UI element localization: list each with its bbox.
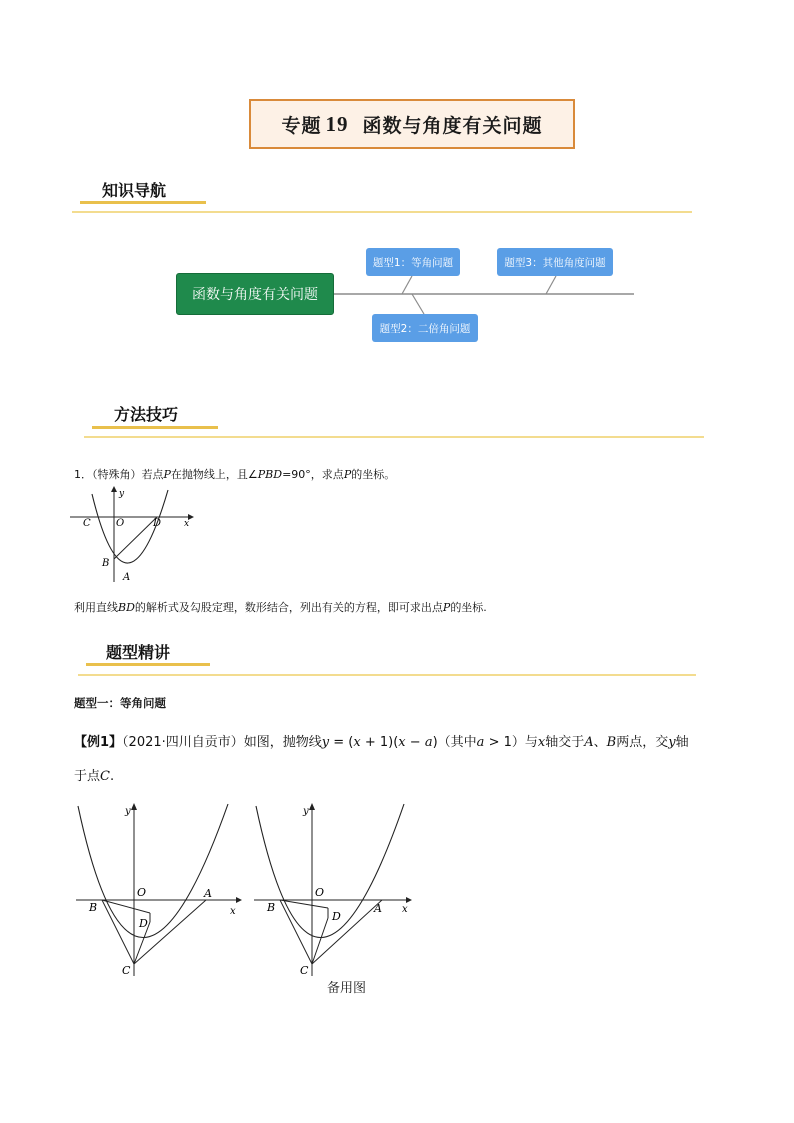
section-rule [78,674,696,676]
mindmap-node-type2: 题型2：二倍角问题 [372,314,478,342]
title-text: 函数与角度有关问题 [362,114,543,137]
figure-label-C: C [83,518,91,529]
label-y: y [125,806,131,817]
figure-label-x: x [184,519,190,529]
section-heading-navigation: 知识导航 [102,181,167,200]
label-C: C [122,964,131,977]
label-B: B [89,901,98,914]
label-y: y [303,806,309,817]
example1-line1: 【例1】（2021·四川自贡市）如图，抛物线y = (x + 1)(x − a)（其中a > 1）与x轴交于A、B两点，交y轴 [74,735,689,750]
figure-label-O: O [116,518,125,529]
label-O: O [315,886,325,899]
section-heading-methods: 方法技巧 [114,405,179,424]
method-item-1: 1．（特殊角）若点P在抛物线上，且∠PBD=90°，求点P的坐标。 [74,468,396,481]
type1-heading: 题型一：等角问题 [74,696,166,710]
label-O: O [137,886,147,899]
label-A: A [374,902,382,915]
method-figure [68,484,198,584]
section-underline [86,663,210,666]
label-B: B [267,901,276,914]
mindmap-root: 函数与角度有关问题 [176,273,334,315]
section-rule [84,436,704,438]
label-D: D [332,910,341,923]
section-heading-lecture: 题型精讲 [106,643,171,662]
title-prefix: 专题 [281,114,322,137]
label-C: C [300,964,309,977]
figure-label-A: A [123,572,131,583]
label-x: x [230,906,236,917]
mindmap-node-type1: 题型1：等角问题 [366,248,460,276]
label-D: D [139,917,148,930]
example1-figure-main [70,800,250,980]
title-number: 19 [325,111,349,136]
figure-label-y: y [119,489,125,499]
label-A: A [204,887,212,900]
section-underline [92,426,218,429]
label-x: x [402,904,408,915]
mindmap-node-type3: 题型3：其他角度问题 [497,248,613,276]
backup-figure-caption: 备用图 [327,981,367,996]
example1-figure-backup [248,800,428,1000]
figure-label-B: B [102,558,110,569]
example1-line2: 于点C. [74,769,115,784]
method-explanation: 利用直线BD的解析式及勾股定理，数形结合，列出有关的方程，即可求出点P的坐标. [74,601,487,614]
figure-label-D: D [153,518,162,529]
